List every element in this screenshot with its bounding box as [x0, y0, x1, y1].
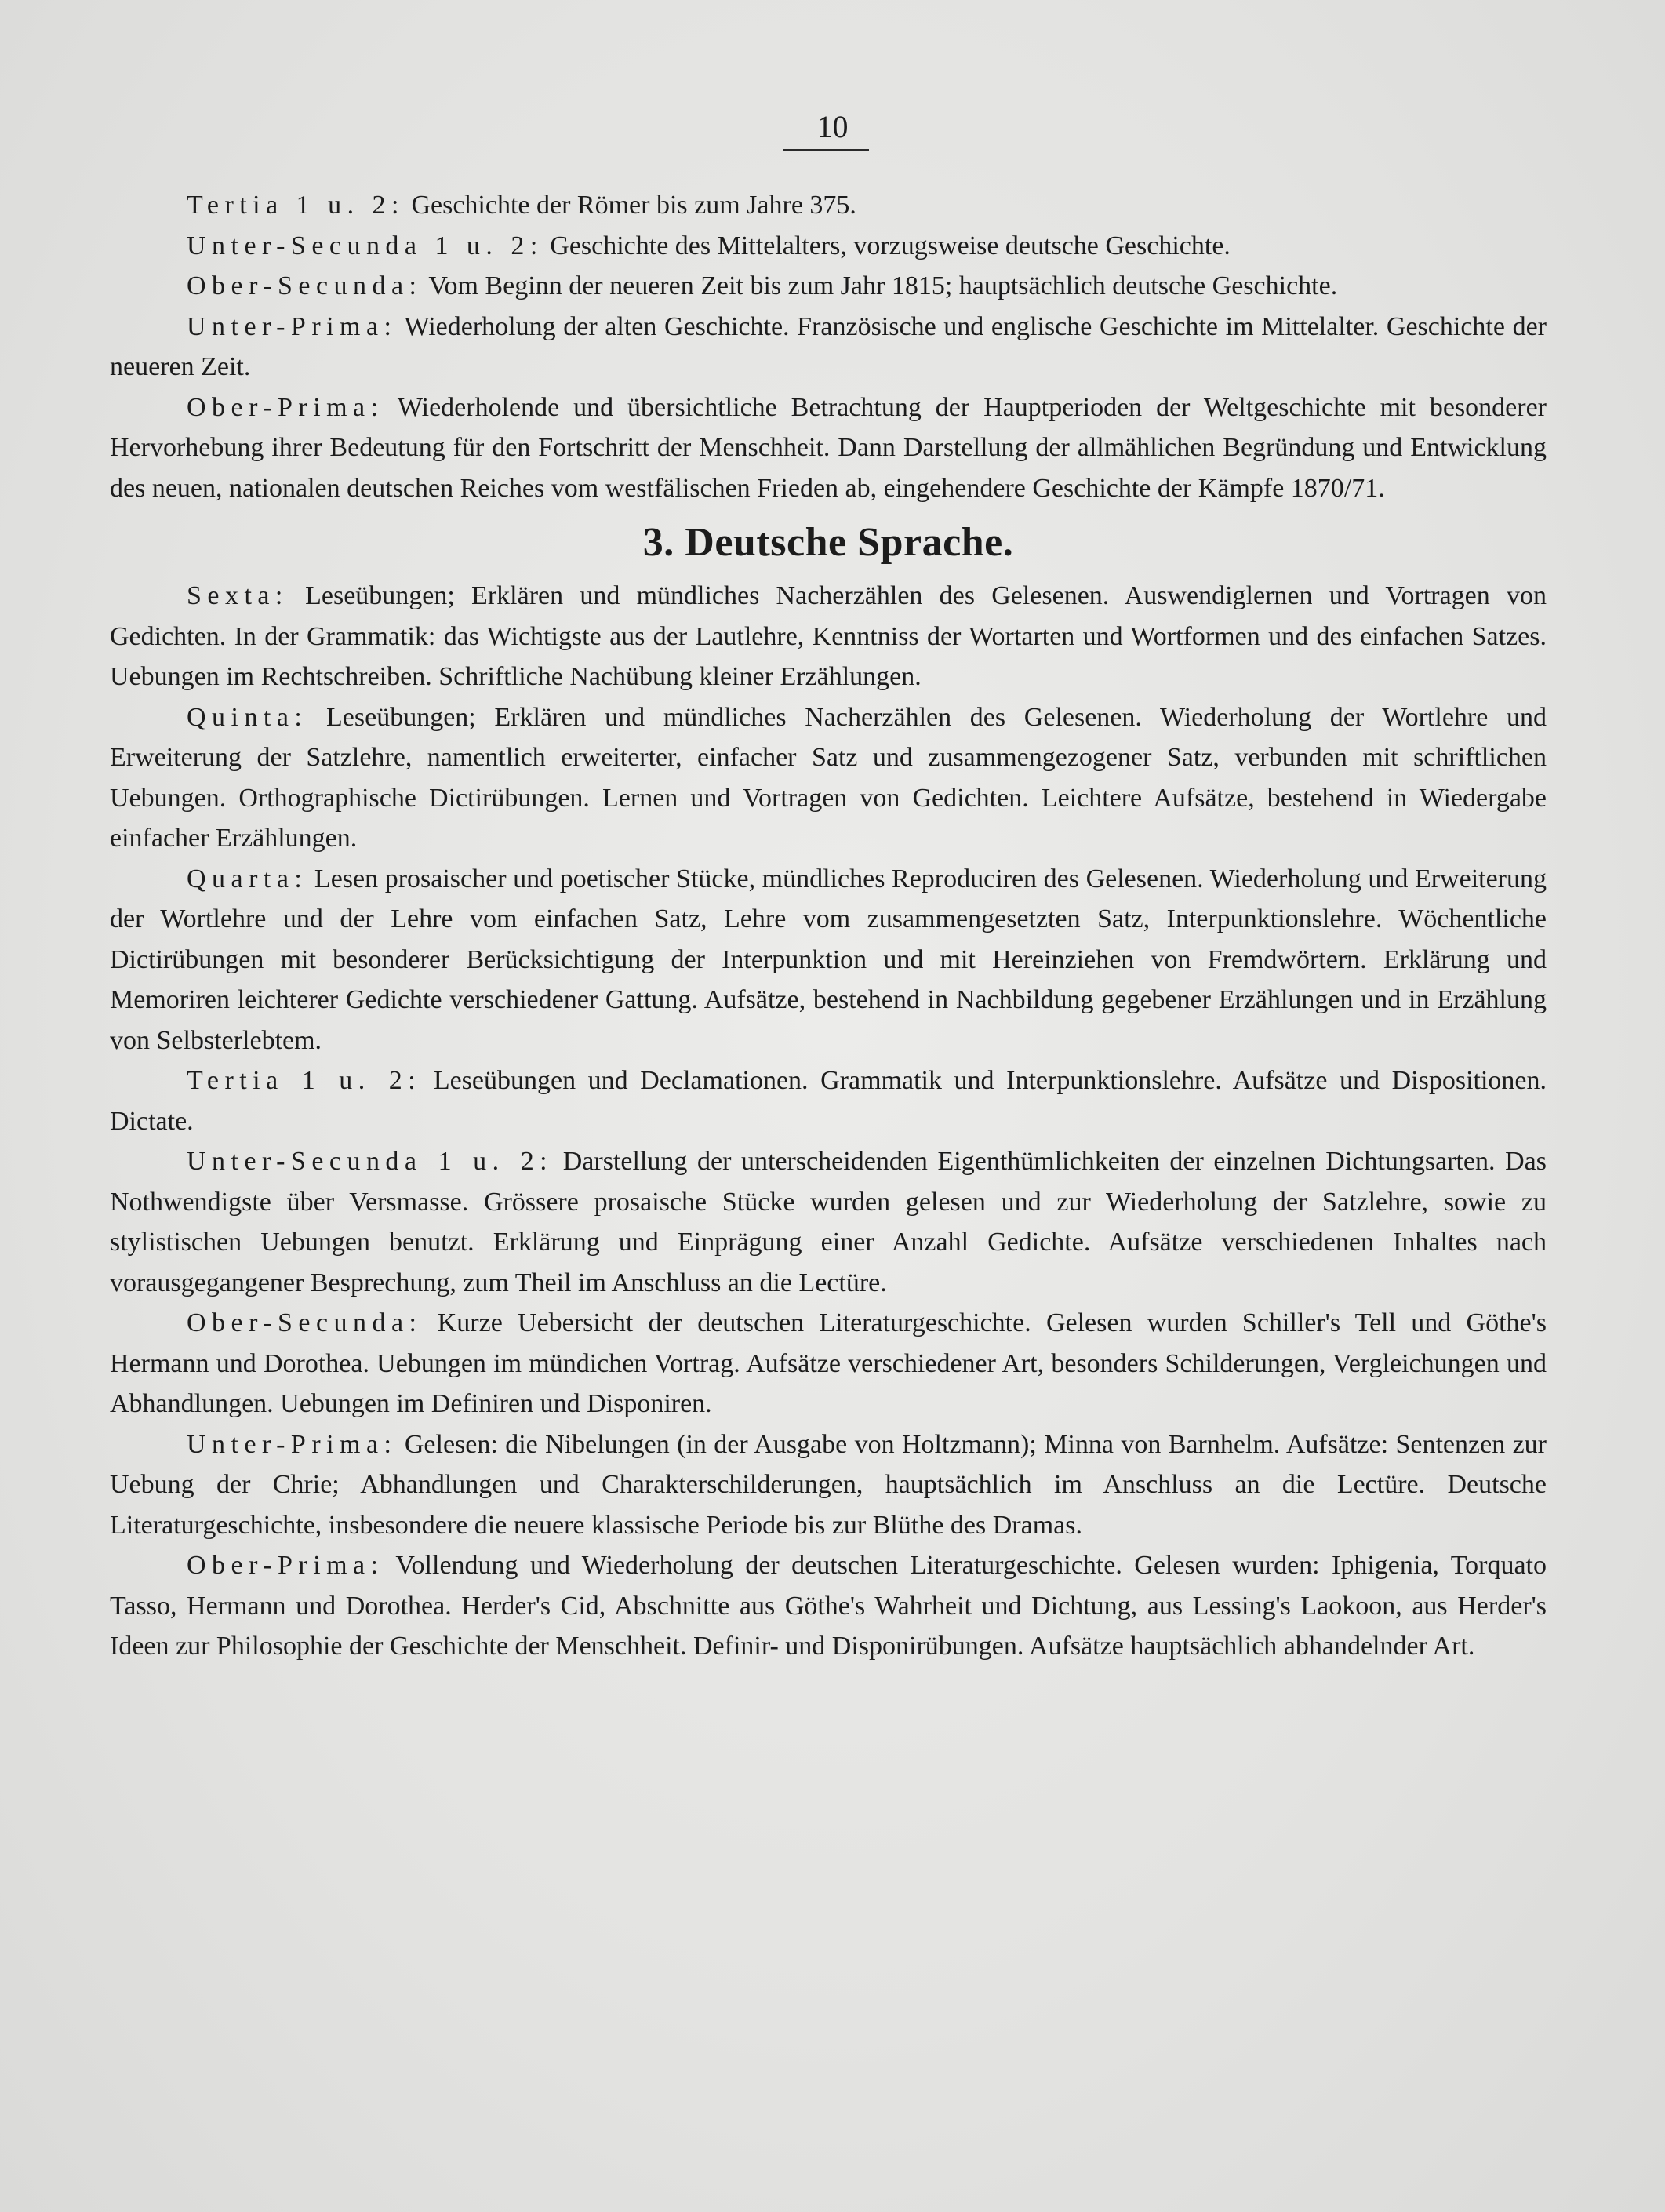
entry-text: Leseübungen; Erklären und mündliches Nacherzählen des Gelesenen. Wiederholung der Wortlehre und Erweiterung der Satzlehre, namentlich erweiterter, einfacher Satz und zusammengezogener Satz, verbunden mit schriftlichen Uebungen. Orthographische Dictirübungen. Lernen und Vortragen von Gedichten. Leichtere Aufsätze, bestehend in Wiedergabe einfacher Erzählungen. — [110, 702, 1547, 853]
page-body — [110, 185, 1547, 1667]
history-entry-ober-secunda — [110, 266, 1547, 307]
language-entry-tertia — [110, 1061, 1547, 1141]
entry-text: Geschichte der Römer bis zum Jahre 375. — [411, 191, 856, 220]
entry-text: Leseübungen und Declamationen. Grammatik und Interpunktionslehre. Aufsätze und Dispositionen. Dictate. — [110, 1066, 1547, 1136]
entry-label: Ober-Secunda: — [187, 1308, 423, 1337]
entry-text: Geschichte des Mittelalters, vorzugsweise deutsche Geschichte. — [550, 231, 1231, 260]
history-section — [110, 185, 1547, 508]
entry-label: Ober-Prima: — [187, 1551, 384, 1580]
language-entry-ober-secunda — [110, 1303, 1547, 1424]
entry-label: Quinta: — [187, 702, 308, 732]
page-number-rule — [783, 149, 869, 151]
entry-text: Wiederholung der alten Geschichte. Französische und englische Geschichte im Mittelalter. Geschichte der neueren Zeit. — [110, 311, 1547, 381]
history-entry-unter-secunda — [110, 226, 1547, 267]
section-title: 3. Deutsche Sprache. — [642, 520, 1014, 565]
entry-text: Lesen prosaischer und poetischer Stücke, mündliches Reproduciren des Gelesenen. Wiederholung und Erweiterung der Wortlehre und der Lehre vom einfachen Satz, Lehre vom zusammengesetzten Satz, Interpunktionslehre. Wöchentliche Dictirübungen mit besonderer Berücksichtigung der Interpunktion und mit Hereinziehen von Fremdwörtern. Erklärung und Memoriren leichterer Gedichte verschiedener Gattung. Aufsätze, bestehend in Nachbildung gegebener Erzählungen und in Erzählung von Selbsterlebtem. — [110, 864, 1547, 1055]
language-entry-ober-prima — [110, 1545, 1547, 1667]
entry-label: Unter-Prima: — [187, 1429, 398, 1459]
language-entry-quinta — [110, 697, 1547, 859]
entry-label: Ober-Prima: — [187, 392, 384, 422]
entry-label: Tertia 1 u. 2: — [187, 191, 405, 220]
entry-text: Vom Beginn der neueren Zeit bis zum Jahr 1815; hauptsächlich deutsche Geschichte. — [428, 271, 1338, 300]
entry-label: Quarta: — [187, 864, 308, 893]
language-entry-unter-prima — [110, 1424, 1547, 1546]
entry-label: Unter-Secunda 1 u. 2: — [187, 231, 543, 260]
language-entry-quarta — [110, 859, 1547, 1061]
page-number: 10 — [816, 109, 849, 144]
language-entry-sexta — [110, 576, 1547, 697]
language-entry-unter-secunda — [110, 1141, 1547, 1303]
entry-text: Vollendung und Wiederholung der deutschen Literaturgeschichte. Gelesen wurden: Iphigenia, Torquato Tasso, Hermann und Dorothea. Herder's Cid, Abschnitte aus Göthe's Wahrheit und Dichtung, aus Lessing's Laokoon, aus Herder's Ideen zur Philosophie der Geschichte der Menschheit. Definir- und Disponirübungen. Aufsätze hauptsächlich abhandelnder Art. — [110, 1551, 1547, 1661]
entry-label: Unter-Prima: — [187, 311, 398, 341]
entry-label: Unter-Secunda 1 u. 2: — [187, 1147, 554, 1176]
language-section — [110, 576, 1547, 1667]
entry-text: Leseübungen; Erklären und mündliches Nacherzählen des Gelesenen. Auswendiglernen und Vortragen von Gedichten. In der Grammatik: das Wichtigste aus der Lautlehre, Kenntniss der Wortarten und Wortformen und des einfachen Satzes. Uebungen im Rechtschreiben. Schriftliche Nachübung kleiner Erzählungen. — [110, 581, 1547, 691]
entry-label: Sexta: — [187, 581, 289, 610]
entry-text: Wiederholende und übersichtliche Betrachtung der Hauptperioden der Weltgeschichte mit besonderer Hervorhebung ihrer Bedeutung für den Fortschritt der Menschheit. Dann Darstellung der allmählichen Begründung und Entwicklung des neuen, nationalen deutschen Reiches vom westfälischen Frieden ab, eingehendere Geschichte der Kämpfe 1870/71. — [110, 392, 1547, 503]
history-entry-unter-prima — [110, 307, 1547, 387]
entry-text: Darstellung der unterscheidenden Eigenthümlichkeiten der einzelnen Dichtungsarten. Das Nothwendigste über Versmasse. Grössere prosaische Stücke wurden gelesen und zur Wiederholung der Satzlehre, sowie zu stylistischen Uebungen benutzt. Erklärung und Einprägung einer Anzahl Gedichte. Aufsätze verschiedenen Inhaltes nach vorausgegangener Besprechung, zum Theil im Anschluss an die Lectüre. — [110, 1147, 1547, 1297]
entry-text: Kurze Uebersicht der deutschen Literaturgeschichte. Gelesen wurden Schiller's Tell und Göthe's Hermann und Dorothea. Uebungen im mündichen Vortrag. Aufsätze verschiedener Art, besonders Schilderungen, Vergleichungen und Abhandlungen. Uebungen im Definiren und Disponiren. — [110, 1308, 1547, 1418]
entry-label: Ober-Secunda: — [187, 271, 423, 300]
history-entry-ober-prima — [110, 387, 1547, 509]
entry-text: Gelesen: die Nibelungen (in der Ausgabe von Holtzmann); Minna von Barnhelm. Aufsätze: Sentenzen zur Uebung der Chrie; Abhandlungen und Charakterschilderungen, hauptsächlich im Anschluss an die Lectüre. Deutsche Literaturgeschichte, insbesondere die neuere klassische Periode bis zur Blüthe des Dramas. — [110, 1429, 1547, 1540]
history-entry-tertia — [110, 185, 1547, 226]
entry-label: Tertia 1 u. 2: — [187, 1066, 422, 1095]
